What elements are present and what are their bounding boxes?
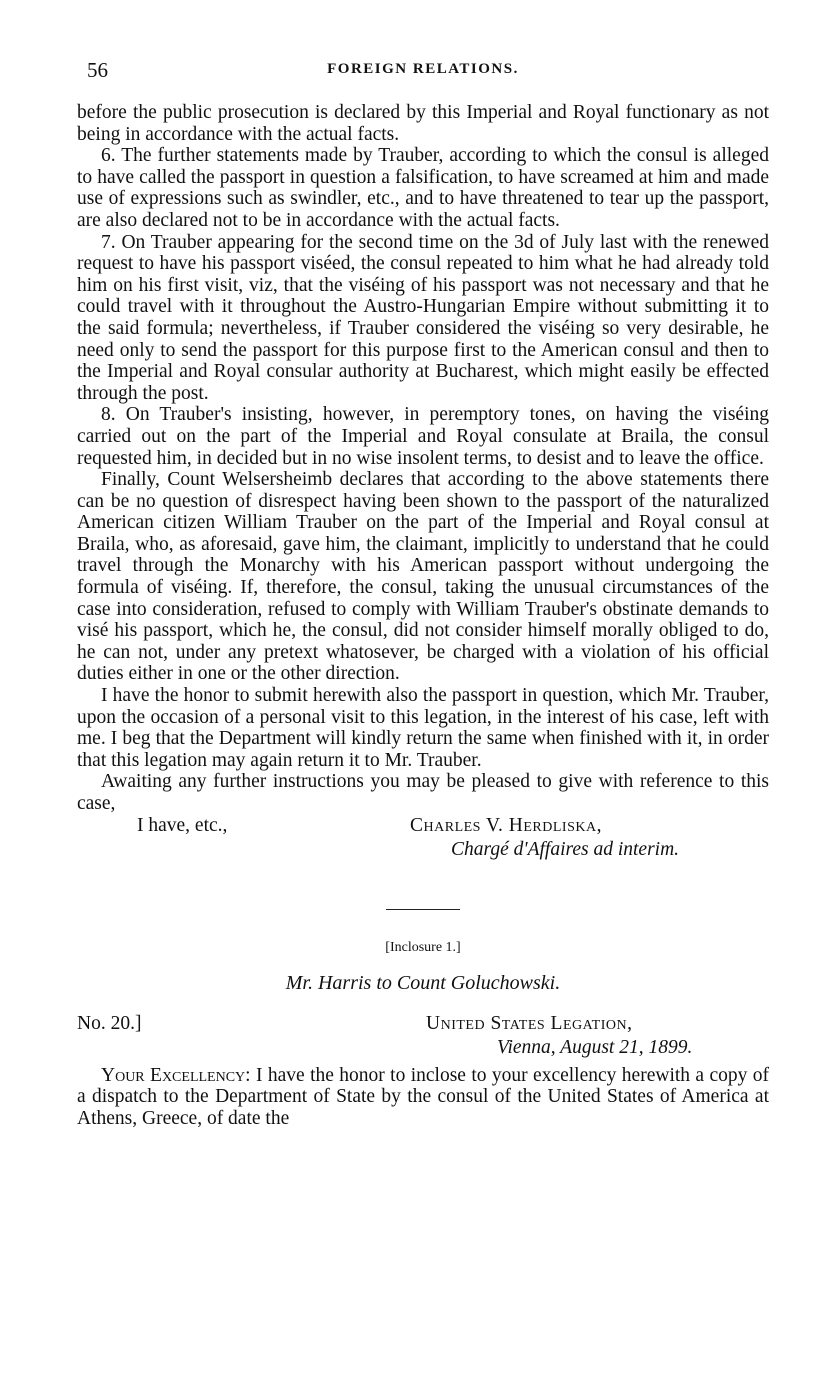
signer-name: Charles V. Herdliska,: [410, 814, 602, 836]
signature-block: [77, 815, 769, 869]
section-divider: [386, 909, 460, 910]
running-head: FOREIGN RELATIONS.: [327, 61, 519, 77]
inclosure-label: [Inclosure 1.]: [385, 939, 461, 955]
sender-office: United States Legation,: [426, 1012, 633, 1034]
inclosure-text: I have the honor to inclose to your excellency herewith a copy of a dispatch to the Department of State by the consul of the United States of America at Athens, Greece, of date the: [77, 1064, 770, 1129]
page-number: 56: [87, 58, 108, 82]
paragraph: 8. On Trauber's insisting, however, in peremptory tones, on having the viséing carried out on the part of the Imperial and Royal consulate at Braila, the consul requested him, in decided but in no wise insolent terms, to desist and to leave the office.: [77, 404, 769, 469]
document-number: No. 20.]: [77, 1012, 142, 1034]
inclosure-title: Mr. Harris to Count Goluchowski.: [285, 971, 561, 994]
place-and-date: Vienna, August 21, 1899.: [497, 1036, 693, 1058]
page-header: [77, 58, 769, 88]
document-page: [77, 58, 769, 1129]
salutation: Your Excellency:: [101, 1064, 251, 1086]
letter-body: [77, 102, 769, 815]
inclosure-body: [77, 1065, 769, 1130]
paragraph: Finally, Count Welsersheimb declares that according to the above statements there can be no question of disrespect having been shown to the passport of the naturalized American citizen William Trauber on the part of the Imperial and Royal consul at Braila, who, as aforesaid, gave him, the claimant, implicitly to understand that he could travel through the Monarchy with his American passport without undergoing the formula of viséing. If, therefore, the consul, taking the unusual circumstances of the case into consideration, refused to comply with William Trauber's obstinate demands to visé his passport, which he, the consul, did not consider himself morally obliged to do, he can not, under any pretext whatosever, be charged with a violation of his official duties either in one or the other direction.: [77, 469, 769, 685]
letter-heading: [77, 1013, 769, 1065]
paragraph: Awaiting any further instructions you may be pleased to give with reference to this case,: [77, 771, 769, 814]
closing-phrase: I have, etc.,: [137, 814, 228, 836]
paragraph: I have the honor to submit herewith also the passport in question, which Mr. Trauber, upon the occasion of a personal visit to this legation, in the interest of his case, left with me. I beg that the Department will kindly return the same when finished with it, in order that this legation may again return it to Mr. Trauber.: [77, 685, 769, 771]
paragraph: [77, 1065, 769, 1130]
signer-title: Chargé d'Affaires ad interim.: [451, 838, 680, 860]
paragraph: 7. On Trauber appearing for the second time on the 3d of July last with the renewed request to have his passport viséed, the consul repeated to him what he had already told him on his first visit, viz, that the viséing of his passport was not necessary and that he could travel with it throughout the Austro-Hungarian Empire without submitting it to the said formula; nevertheless, if Trauber considered the viséing so very desirable, he need only to send the passport for this purpose first to the American consul and then to the Imperial and Royal consular authority at Bucharest, which might easily be effected through the post.: [77, 231, 769, 404]
paragraph: before the public prosecution is declared by this Imperial and Royal functionary as not being in accordance with the actual facts.: [77, 102, 769, 145]
paragraph: 6. The further statements made by Trauber, according to which the consul is alleged to have called the passport in question a falsification, to have screamed at him and made use of expressions such as swindler, etc., and to have threatened to tear up the passport, are also declared not to be in accordance with the actual facts.: [77, 145, 769, 231]
